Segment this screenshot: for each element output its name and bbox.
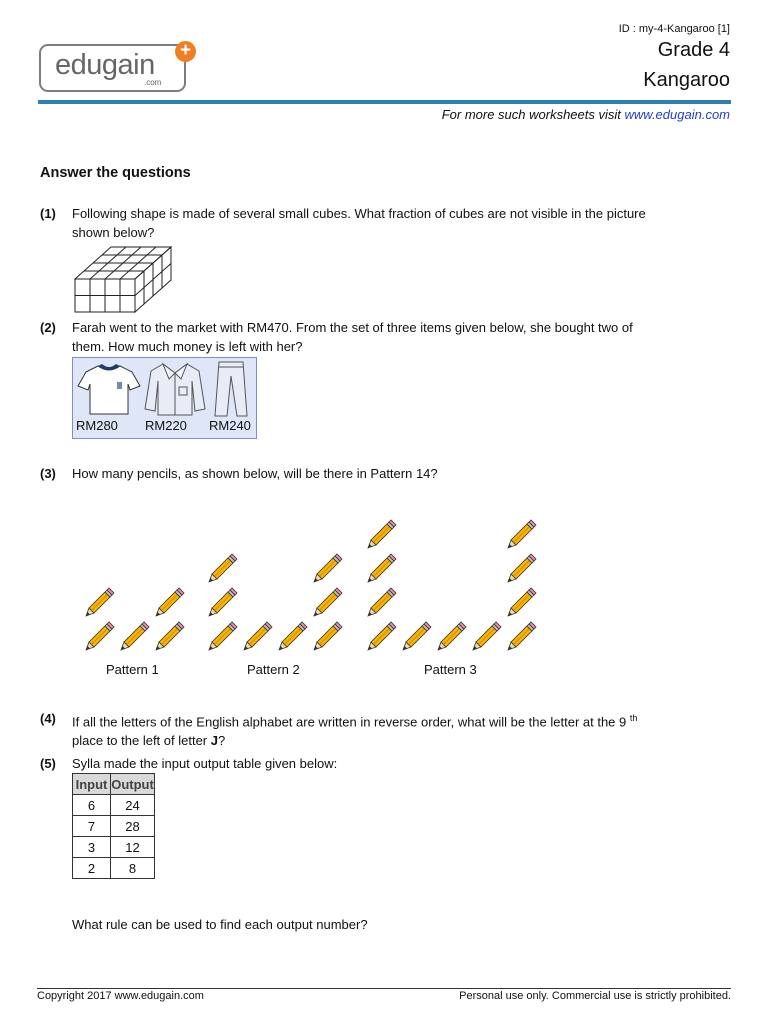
edugain-logo[interactable]: [39, 44, 186, 92]
worksheet-id: ID : my-4-Kangaroo [1]: [618, 23, 730, 35]
table-cell: 7: [73, 816, 111, 837]
table-cell: 3: [73, 837, 111, 858]
footer-usage-note: Personal use only. Commercial use is strictly prohibited.: [459, 990, 731, 1002]
question-text: How many pencils, as shown below, will be there in Pattern 14?: [72, 466, 438, 481]
table-row: [73, 816, 155, 837]
price-label: RM280: [76, 418, 118, 433]
section-title: Answer the questions: [40, 165, 191, 181]
price-label: RM240: [209, 418, 251, 433]
question-line: [72, 709, 722, 731]
visit-line: [442, 107, 730, 122]
items-panel: [72, 357, 257, 439]
column-header: Input: [73, 774, 111, 795]
t-shirt-icon: [76, 362, 142, 416]
pattern-label: Pattern 3: [424, 662, 477, 677]
plus-icon: +: [175, 41, 196, 62]
question-text: Sylla made the input output table given below:: [72, 756, 338, 771]
price-label: RM220: [145, 418, 187, 433]
question-number: (5): [40, 756, 56, 771]
question-number: (1): [40, 206, 56, 221]
question-line-text: If all the letters of the English alphabet are written in reverse order, what will be the letter at the 9: [72, 714, 627, 730]
table-row: [73, 858, 155, 879]
table-cell: 6: [73, 795, 111, 816]
question-number: (3): [40, 466, 56, 481]
footer-copyright: Copyright 2017 www.edugain.com: [37, 990, 204, 1002]
letter-j: J: [210, 733, 218, 749]
pattern-label: Pattern 2: [247, 662, 300, 677]
table-cell: 24: [111, 795, 155, 816]
question-line: Farah went to the market with RM470. From the set of three items given below, she bought two of: [72, 320, 633, 335]
logo-word: edugain: [55, 49, 155, 81]
question-line-end: ?: [217, 733, 226, 749]
table-row: [73, 837, 155, 858]
visit-text: For more such worksheets visit: [441, 107, 625, 122]
question-text: [72, 204, 712, 242]
logo-com: .com: [144, 78, 162, 87]
trousers-icon: [213, 360, 249, 418]
table-cell: 12: [111, 837, 155, 858]
subject-title: Kangaroo: [643, 69, 730, 91]
footer-divider: [37, 988, 731, 989]
table-cell: 28: [111, 816, 155, 837]
table-cell: 2: [73, 858, 111, 879]
column-header: Output: [111, 774, 155, 795]
question-line: shown below?: [72, 225, 155, 240]
question-text: [72, 709, 722, 750]
question-line: [72, 731, 722, 750]
cube-block-icon: [74, 246, 176, 314]
table-header-row: [73, 774, 155, 795]
shirt-icon: [143, 361, 207, 417]
grade-title: Grade 4: [657, 39, 730, 61]
question-line: them. How much money is left with her?: [72, 339, 303, 354]
question-text: What rule can be used to find each output number?: [72, 917, 368, 932]
question-text: [72, 318, 712, 356]
table-cell: 8: [111, 858, 155, 879]
question-number: (2): [40, 320, 56, 335]
visit-link[interactable]: www.edugain.com: [624, 107, 730, 122]
table-row: [73, 795, 155, 816]
pattern-label: Pattern 1: [106, 662, 159, 677]
question-line-text: place to the left of letter: [72, 733, 211, 749]
input-output-table: [72, 773, 155, 879]
question-line: Following shape is made of several small cubes. What fraction of cubes are not visible in the picture: [72, 206, 646, 221]
ordinal-suffix: th: [629, 713, 638, 723]
header-divider: [38, 100, 731, 104]
question-number: (4): [40, 711, 56, 726]
